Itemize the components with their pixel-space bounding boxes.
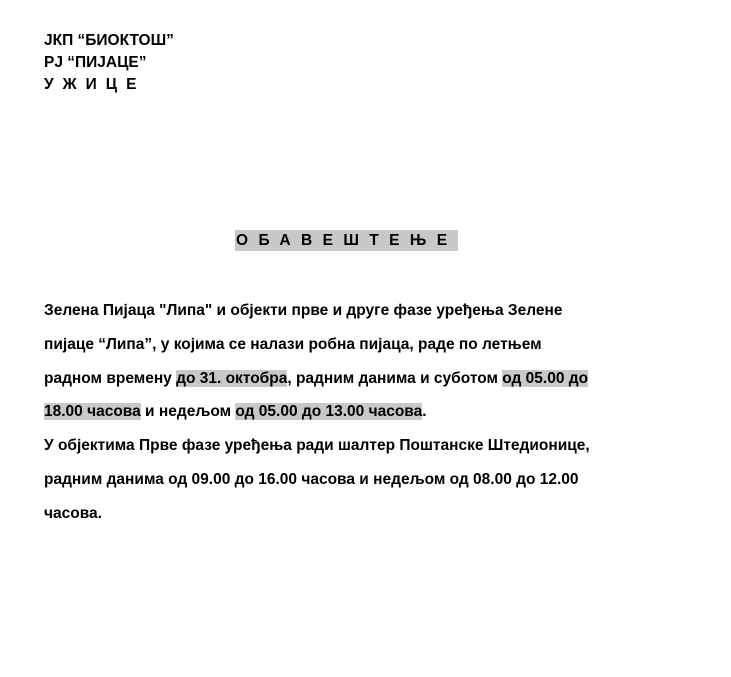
notice-title: ОБАВЕШТЕЊЕ — [236, 232, 458, 249]
paragraph1-line3 — [44, 362, 714, 396]
paragraph2-line2: радним данима од 09.00 до 16.00 часова и недељом од 08.00 до 12.00 — [44, 470, 579, 488]
highlight-sunday-hours: од 05.00 до 13.00 часова — [235, 403, 423, 421]
highlight-weekday-hours-end: 18.00 часова — [44, 403, 141, 421]
organization-unit: РЈ “ПИЈАЦЕ” — [44, 54, 147, 71]
highlight-weekday-hours-start: од 05.00 до — [502, 369, 589, 387]
organization-name: JКП “БИОКТОШ” — [44, 32, 174, 49]
paragraph1-line4-text-b: . — [422, 403, 427, 421]
notice-body — [44, 294, 714, 531]
paragraph1-line3-text-a: радном времену — [44, 369, 177, 387]
highlight-season-end: до 31. октобра — [176, 369, 288, 387]
paragraph2-line1: У објектима Прве фазе уређења ради шалтер Поштанске Штедионице, — [44, 437, 590, 455]
paragraph2-line3: часова. — [44, 504, 102, 522]
paragraph1-line3-text-b: , радним данима и суботом — [287, 369, 503, 387]
organization-city: УЖИЦЕ — [44, 76, 146, 93]
paragraph1-line4 — [44, 395, 714, 429]
paragraph1-line2: пијаце “Липа”, у којима се налази робна пијаца, раде по летњем — [44, 335, 542, 353]
paragraph1-line1: Зелена Пијаца "Липа" и објекти прве и друге фазе уређења Зелене — [44, 302, 563, 319]
organization-header — [44, 30, 174, 96]
paragraph1-line4-text-a: и недељом — [140, 403, 236, 421]
